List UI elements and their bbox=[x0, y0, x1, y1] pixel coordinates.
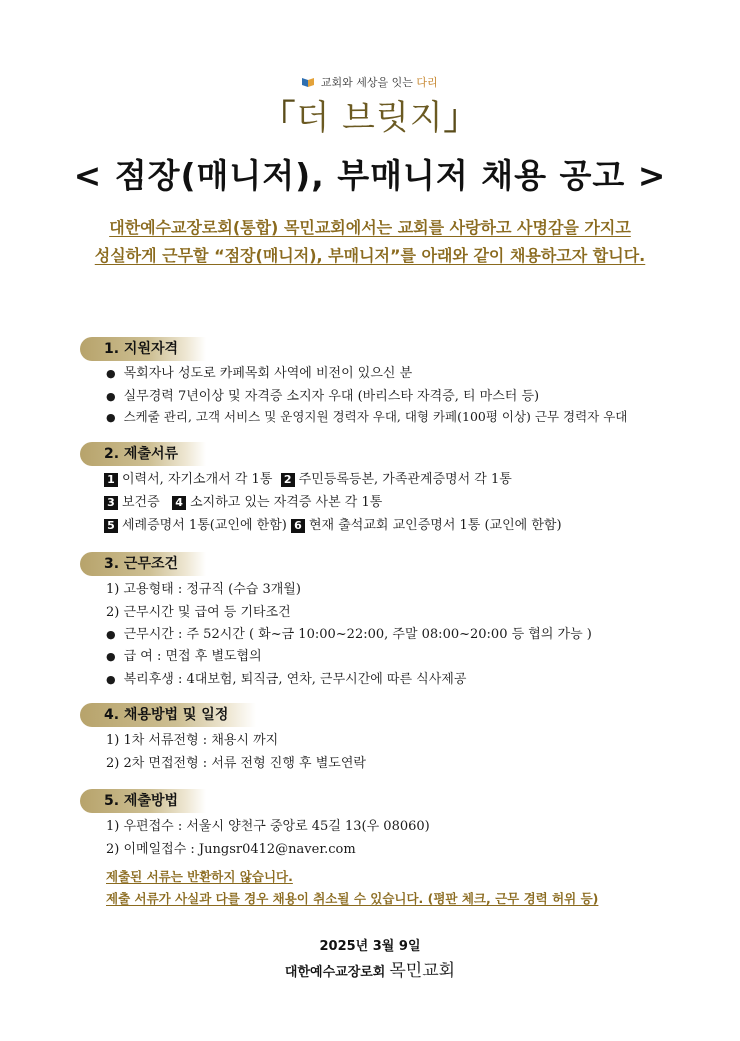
number-badge: 1 bbox=[104, 473, 118, 487]
intro-line-2: 성실하게 근무할 “점장(매니저), 부매니저”를 아래와 같이 채용하고자 합니다. bbox=[94, 246, 646, 265]
notice-line-2: 제출 서류가 사실과 다를 경우 채용이 취소될 수 있습니다. (평판 체크, 근무 경력 허위 등) bbox=[106, 891, 599, 906]
document-item: 현재 출석교회 교인증명서 1통 (교인에 한함) bbox=[308, 518, 562, 533]
schedule-line: 1) 1차 서류전형 : 채용시 까지 bbox=[106, 733, 279, 748]
document-item: 세례증명서 1통(교인에 한함) bbox=[122, 518, 287, 533]
notice-line-1: 제출된 서류는 반환하지 않습니다. bbox=[106, 869, 293, 884]
number-badge: 3 bbox=[104, 496, 118, 510]
church-name: 목민교회 bbox=[389, 961, 456, 981]
logo-name: 더 브릿지 bbox=[296, 98, 444, 138]
document-item: 소지하고 있는 자격증 사본 각 1통 bbox=[190, 495, 383, 510]
announcement-date: 2025년 3월 9일 bbox=[319, 939, 421, 954]
logo-bracket-open: 「 bbox=[261, 98, 297, 138]
number-badge: 2 bbox=[281, 473, 295, 487]
document-item: 주민등록등본, 가족관계증명서 각 1통 bbox=[298, 472, 512, 487]
condition-item: ● 근무시간 : 주 52시간 ( 화~금 10:00~22:00, 주말 08:00~20:00 등 협의 가능 ) bbox=[106, 623, 592, 642]
tagline-accent: 다리 bbox=[416, 76, 438, 89]
signature bbox=[0, 956, 740, 981]
qualification-item: ● 스케줄 관리, 고객 서비스 및 운영지원 경력자 우대, 대형 카페(100평 이상) 근무 경력자 우대 bbox=[106, 407, 627, 425]
submission-line: 1) 우편접수 : 서울시 양천구 중앙로 45길 13(우 08060) bbox=[106, 819, 430, 834]
tagline-prefix: 교회와 세상을 잇는 bbox=[320, 76, 413, 89]
org-name: 대한예수교장로회 bbox=[284, 965, 386, 980]
page-title: < 점장(매니저), 부매니저 채용 공고 > bbox=[73, 156, 667, 195]
intro-line-1: 대한예수교장로회(통합) 목민교회에서는 교회를 사랑하고 사명감을 가지고 bbox=[109, 218, 631, 237]
section-heading-qualifications: 1. 지원자격 bbox=[80, 337, 206, 361]
number-badge: 4 bbox=[172, 496, 186, 510]
section-heading-documents: 2. 제출서류 bbox=[80, 442, 206, 466]
book-icon bbox=[302, 77, 314, 87]
number-badge: 5 bbox=[104, 519, 118, 533]
documents-line-3 bbox=[104, 514, 562, 533]
schedule-line: 2) 2차 면접전형 : 서류 전형 진행 후 별도연락 bbox=[106, 756, 366, 771]
number-badge: 6 bbox=[291, 519, 305, 533]
documents-line-2 bbox=[104, 491, 382, 510]
condition-item: ● 복리후생 : 4대보험, 퇴직금, 연차, 근무시간에 따른 식사제공 bbox=[106, 668, 466, 687]
section-heading-conditions: 3. 근무조건 bbox=[80, 552, 206, 576]
section-heading-schedule: 4. 채용방법 및 일정 bbox=[80, 703, 256, 727]
document-item: 보건증 bbox=[122, 495, 160, 510]
qualification-item: ● 목회자나 성도로 카페목회 사역에 비전이 있으신 분 bbox=[106, 362, 412, 381]
qualification-item: ● 실무경력 7년이상 및 자격증 소지자 우대 (바리스타 자격증, 티 마스터 등) bbox=[106, 385, 539, 404]
submission-email: 2) 이메일접수 : Jungsr0412@naver.com bbox=[106, 842, 356, 857]
documents-line-1 bbox=[104, 468, 512, 487]
logo-tagline bbox=[0, 74, 740, 90]
document-item: 이력서, 자기소개서 각 1통 bbox=[122, 472, 273, 487]
section-heading-submission: 5. 제출방법 bbox=[80, 789, 206, 813]
condition-item: ● 급 여 : 면접 후 별도협의 bbox=[106, 645, 262, 664]
condition-line: 1) 고용형태 : 정규직 (수습 3개월) bbox=[106, 582, 301, 597]
condition-line: 2) 근무시간 및 급여 등 기타조건 bbox=[106, 605, 291, 620]
logo-bracket-close: 」 bbox=[443, 98, 479, 138]
logo-title bbox=[0, 90, 740, 139]
